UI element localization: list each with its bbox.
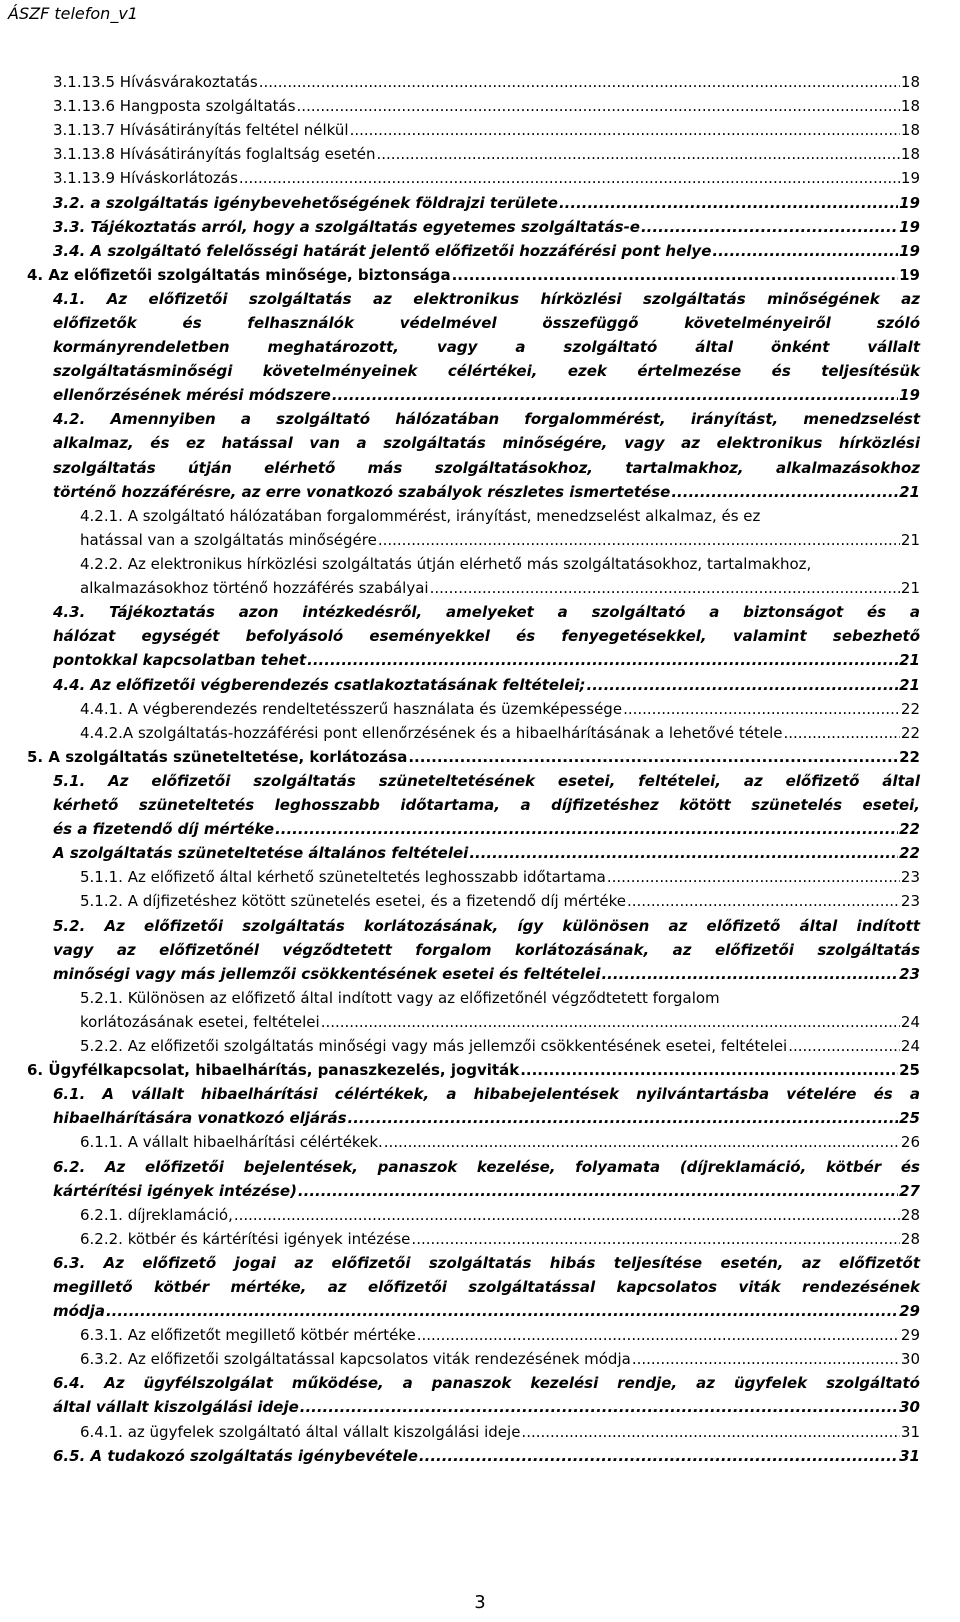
document-header: ÁSZF telefon_v1 <box>8 4 138 23</box>
toc-page-number: 18 <box>900 145 920 164</box>
dot-leader <box>671 480 898 504</box>
toc-entry-text: ellenőrzésének mérési módszere <box>53 386 331 405</box>
dot-leader <box>350 118 900 142</box>
toc-page-number: 22 <box>899 820 920 839</box>
toc-entry[interactable] <box>53 1444 920 1468</box>
toc-entry-text: 3.1.13.5 Hívásvárakoztatás <box>53 73 258 91</box>
dot-leader <box>411 1227 899 1251</box>
toc-entry[interactable] <box>80 889 920 913</box>
toc-entry-text: minőségi vagy más jellemzői csökkentésének esetei és feltételei <box>53 964 601 983</box>
toc-page-number: 31 <box>899 1446 920 1465</box>
dot-leader <box>784 721 900 745</box>
toc-entry[interactable] <box>53 215 920 239</box>
toc-entry-text: 4.2.2. Az elektronikus hírközlési szolgáltatás útján elérhető más szolgáltatásokhoz, tartalmakhoz, <box>80 555 812 573</box>
toc-entry-text: történő hozzáférésre, az erre vonatkozó szabályok részletes ismertetése <box>53 482 671 501</box>
toc-entry-text: 6.3. Az előfizető jogai az előfizetői szolgáltatás hibás teljesítése esetén, az előfizetőt <box>53 1253 920 1272</box>
toc-entry-text: hibaelhárítására vonatkozó eljárás <box>53 1109 347 1128</box>
toc-page-number: 19 <box>900 169 920 188</box>
toc-entry[interactable] <box>80 1203 920 1227</box>
toc-entry-text: 4.4.1. A végberendezés rendeltetésszerű használata és üzemképessége <box>80 699 623 718</box>
toc-entry-text: 5.2.1. Különösen az előfizető által indított vagy az előfizetőnél végződtetett forgalom <box>80 988 720 1007</box>
toc-page-number: 21 <box>900 530 920 549</box>
toc-page-number: 18 <box>900 73 920 91</box>
toc-entry-text: előfizetők és felhasználók védelmével összefüggő követelményeiről szóló <box>53 313 920 332</box>
toc-page-number: 19 <box>899 217 920 236</box>
dot-leader <box>307 648 898 672</box>
toc-entry-text: 5.1.1. Az előfizető által kérhető szüneteltetés leghosszabb időtartama <box>80 868 606 887</box>
dot-leader <box>627 889 900 913</box>
toc-entry-text: 6.4.1. az ügyfelek szolgáltató által vállalt kiszolgálási ideje <box>80 1422 521 1441</box>
page-number: 3 <box>474 1592 486 1613</box>
dot-leader <box>607 865 900 889</box>
dot-leader <box>298 1179 898 1203</box>
toc-entry[interactable] <box>53 1082 920 1130</box>
toc-entry[interactable] <box>53 600 920 672</box>
toc-entry[interactable] <box>53 1371 920 1419</box>
toc-entry[interactable] <box>80 1420 920 1444</box>
toc-entry-text: 3.4. A szolgáltató felelősségi határát jelentő előfizetői hozzáférési pont helye <box>53 241 712 260</box>
dot-leader <box>377 142 900 166</box>
toc-entry-text: alkalmaz, és ez hatással van a szolgáltatás minőségére, vagy az elektronikus hírközlési <box>53 434 920 453</box>
toc-entry[interactable] <box>53 94 920 118</box>
toc-entry-text: 6.4. Az ügyfélszolgálat működése, a panaszok kezelési rendje, az ügyfelek szolgáltató <box>53 1374 920 1393</box>
toc-entry[interactable] <box>53 166 920 190</box>
toc-page-number: 22 <box>900 699 920 718</box>
toc-entry[interactable] <box>53 70 920 94</box>
dot-leader <box>632 1347 900 1371</box>
toc-entry-text: 4. Az előfizetői szolgáltatás minősége, biztonsága <box>27 265 451 284</box>
dot-leader <box>234 1203 900 1227</box>
toc-page-number: 28 <box>900 1229 920 1248</box>
toc-entry-text: alkalmazásokhoz történő hozzáférés szabályai <box>80 579 429 598</box>
toc-page-number: 22 <box>899 844 920 863</box>
dot-leader <box>348 1106 899 1130</box>
toc-entry-text: kormányrendeletben meghatározott, vagy a szolgáltató által önként vállalt <box>53 338 920 357</box>
toc-page-number: 24 <box>900 1012 920 1031</box>
dot-leader <box>601 962 898 986</box>
dot-leader <box>332 383 898 407</box>
dot-leader <box>623 697 900 721</box>
toc-entry-text: szolgáltatás útján elérhető más szolgáltatásokhoz, tartalmakhoz, alkalmazásokhoz <box>53 458 920 477</box>
toc-entry-text: vagy az előfizetőnél végződtetett forgalom korlátozásának, az előfizetői szolgáltatás <box>53 940 920 959</box>
toc-entry-text: hálózat egységét befolyásoló eseményekkel és fenyegetésekkel, valamint sebezhető <box>53 627 920 646</box>
toc-page-number: 19 <box>899 386 920 405</box>
toc-page-number: 21 <box>899 482 920 501</box>
toc-page-number: 19 <box>899 265 920 284</box>
toc-entry-text: 6.3.1. Az előfizetőt megillető kötbér mértéke <box>80 1326 416 1345</box>
dot-leader <box>417 1323 900 1347</box>
toc-entry-text: 5.2. Az előfizetői szolgáltatás korlátozásának, így különösen az előfizető által indított <box>53 916 920 935</box>
toc-page-number: 19 <box>899 193 920 212</box>
toc-entry-text: 5.1. Az előfizetői szolgáltatás szüneteltetésének esetei, feltételei, az előfizető által <box>53 771 920 790</box>
toc-entry-text: szolgáltatásminőségi követelményeinek célértékei, ezek értelmezése és teljesítésük <box>53 362 920 381</box>
dot-leader <box>408 745 898 769</box>
toc-page-number: 30 <box>900 1350 920 1369</box>
dot-leader <box>521 1420 899 1444</box>
toc-page-number: 31 <box>900 1422 920 1441</box>
toc-page-number: 24 <box>900 1037 920 1055</box>
toc-entry[interactable] <box>53 769 920 841</box>
dot-leader <box>430 576 900 600</box>
toc-page-number: 22 <box>900 723 920 742</box>
toc-page-number: 28 <box>900 1205 920 1224</box>
toc-entry-text: 6.5. A tudakozó szolgáltatás igénybevétele <box>53 1446 418 1465</box>
toc-entry-text: 3.1.13.6 Hangposta szolgáltatás <box>53 97 296 116</box>
toc-entry-text: 4.2.1. A szolgáltató hálózatában forgalommérést, irányítást, menedzselést alkalmaz, és ez <box>80 506 761 525</box>
dot-leader <box>259 70 900 94</box>
toc-entry-text: 6.1.1. A vállalt hibaelhárítási célértékek. <box>80 1133 383 1152</box>
toc-page-number: 23 <box>899 964 920 983</box>
toc-entry-text: korlátozásának esetei, feltételei <box>80 1012 320 1031</box>
toc-entry-text: 4.4.2.A szolgáltatás-hozzáférési pont ellenőrzésének és a hibaelhárításának a lehetővé tétele <box>80 723 783 742</box>
toc-entry-text: 6.2.1. díjreklamáció, <box>80 1205 233 1224</box>
toc-entry-text: 6.3.2. Az előfizetői szolgáltatással kapcsolatos viták rendezésének módja <box>80 1350 631 1369</box>
toc-entry-text: 4.4. Az előfizetői végberendezés csatlakoztatásának feltételei; <box>53 675 586 694</box>
toc-entry-text: kártérítési igények intézése) <box>53 1181 297 1200</box>
toc-entry[interactable] <box>53 1251 920 1323</box>
toc-page-number: 18 <box>900 97 920 116</box>
toc-page-number: 25 <box>899 1109 920 1128</box>
toc-page-number: 23 <box>900 868 920 887</box>
toc-entry-text: 3.1.13.9 Híváskorlátozás <box>53 169 238 188</box>
toc-page-number: 25 <box>899 1061 920 1080</box>
toc-entry-text: pontokkal kapcsolatban tehet <box>53 651 307 670</box>
dot-leader <box>520 1058 898 1082</box>
toc-page-number: 26 <box>900 1133 920 1152</box>
dot-leader <box>559 191 898 215</box>
toc-page-number: 30 <box>899 1398 920 1417</box>
toc-page-number: 21 <box>899 675 920 694</box>
toc-entry[interactable] <box>80 504 920 552</box>
toc-entry-text: által vállalt kiszolgálási ideje <box>53 1398 299 1417</box>
toc-entry-text: megillető kötbér mértéke, az előfizetői szolgáltatással kapcsolatos viták rendezésének <box>53 1277 920 1296</box>
toc-entry[interactable] <box>80 1227 920 1251</box>
toc-entry-text: 6.2.2. kötbér és kártérítési igények intézése <box>80 1229 411 1248</box>
toc-page-number: 18 <box>900 121 920 140</box>
toc-page-number: 29 <box>899 1302 920 1321</box>
toc-entry[interactable] <box>53 407 920 503</box>
toc-entry-text: 4.2. Amennyiben a szolgáltató hálózatában forgalommérést, irányítást, menedzselést <box>53 410 920 429</box>
toc-entry-text: A szolgáltatás szüneteltetése általános feltételei <box>53 844 469 863</box>
toc-entry[interactable] <box>27 263 920 287</box>
toc-entry-text: 5.1.2. A díjfizetéshez kötött szünetelés esetei, és a fizetendő díj mértéke <box>80 892 626 911</box>
toc-entry-text: 6.2. Az előfizetői bejelentések, panaszok kezelése, folyamata (díjreklamáció, kötbér és <box>53 1157 920 1176</box>
dot-leader <box>300 1395 898 1419</box>
toc-entry[interactable] <box>53 914 920 986</box>
dot-leader <box>452 263 899 287</box>
dot-leader <box>106 1299 898 1323</box>
toc-entry[interactable] <box>80 1323 920 1347</box>
toc-entry[interactable] <box>53 673 920 697</box>
toc-entry[interactable] <box>53 1155 920 1203</box>
toc-entry-text: és a fizetendő díj mértéke <box>53 820 275 839</box>
dot-leader <box>788 1034 900 1058</box>
dot-leader <box>469 841 898 865</box>
dot-leader <box>384 1130 900 1154</box>
toc-entry[interactable] <box>53 118 920 142</box>
toc-page-number: 21 <box>900 579 920 598</box>
dot-leader <box>239 166 900 190</box>
toc-entry-text: hatással van a szolgáltatás minőségére <box>80 530 377 549</box>
toc-entry-text: 6.1. A vállalt hibaelhárítási célértékek, a hibabejelentések nyilvántartásba vételére és a <box>53 1085 920 1104</box>
toc-entry[interactable] <box>53 191 920 215</box>
dot-leader <box>378 528 900 552</box>
toc-entry[interactable] <box>27 1058 920 1082</box>
toc-entry[interactable] <box>53 239 920 263</box>
toc-entry[interactable] <box>53 841 920 865</box>
toc-entry-text: 3.3. Tájékoztatás arról, hogy a szolgáltatás egyetemes szolgáltatás-e <box>53 217 640 236</box>
toc-entry[interactable] <box>80 1347 920 1371</box>
dot-leader <box>641 215 898 239</box>
toc-entry[interactable] <box>27 745 920 769</box>
toc-entry-text: módja <box>53 1302 105 1321</box>
toc-page-number: 29 <box>900 1326 920 1345</box>
toc-page-number: 23 <box>900 892 920 911</box>
toc-entry-text: 3.1.13.7 Hívásátirányítás feltétel nélkül <box>53 121 349 140</box>
dot-leader <box>587 673 899 697</box>
toc-page-number: 22 <box>899 747 920 766</box>
toc-page-number: 21 <box>899 651 920 670</box>
toc-entry-text: 4.1. Az előfizetői szolgáltatás az elektronikus hírközlési szolgáltatás minőségének az <box>53 289 920 308</box>
toc-entry-text: 3.2. a szolgáltatás igénybevehetőségének földrajzi területe <box>53 193 558 212</box>
toc-entry[interactable] <box>80 865 920 889</box>
toc-entry[interactable] <box>80 1034 920 1058</box>
toc-entry[interactable] <box>53 287 920 407</box>
dot-leader <box>419 1444 898 1468</box>
toc-page-number: 27 <box>899 1181 920 1200</box>
toc-entry[interactable] <box>53 142 920 166</box>
toc-entry-text: 6. Ügyfélkapcsolat, hibaelhárítás, panaszkezelés, jogviták <box>27 1061 520 1080</box>
dot-leader <box>297 94 900 118</box>
toc-entry[interactable] <box>80 721 920 745</box>
toc-entry-text: kérhető szüneteltetés leghosszabb időtartama, a díjfizetéshez kötött szünetelés esetei, <box>53 795 920 814</box>
toc-entry-text: 5.2.2. Az előfizetői szolgáltatás minőségi vagy más jellemzői csökkentésének esetei, feltételei <box>80 1037 788 1055</box>
toc-entry-text: 5. A szolgáltatás szüneteltetése, korlátozása <box>27 747 408 766</box>
dot-leader <box>712 239 898 263</box>
toc-page-number: 19 <box>899 241 920 260</box>
toc-entry[interactable] <box>80 986 920 1034</box>
toc-entry[interactable] <box>80 552 920 600</box>
toc-entry-text: 4.3. Tájékoztatás azon intézkedésről, amelyeket a szolgáltató a biztonságot és a <box>53 603 920 622</box>
toc-entry[interactable] <box>80 697 920 721</box>
dot-leader <box>321 1010 900 1034</box>
toc-entry-text: 3.1.13.8 Hívásátirányítás foglaltság esetén <box>53 145 376 164</box>
dot-leader <box>275 817 898 841</box>
toc-entry[interactable] <box>80 1130 920 1154</box>
